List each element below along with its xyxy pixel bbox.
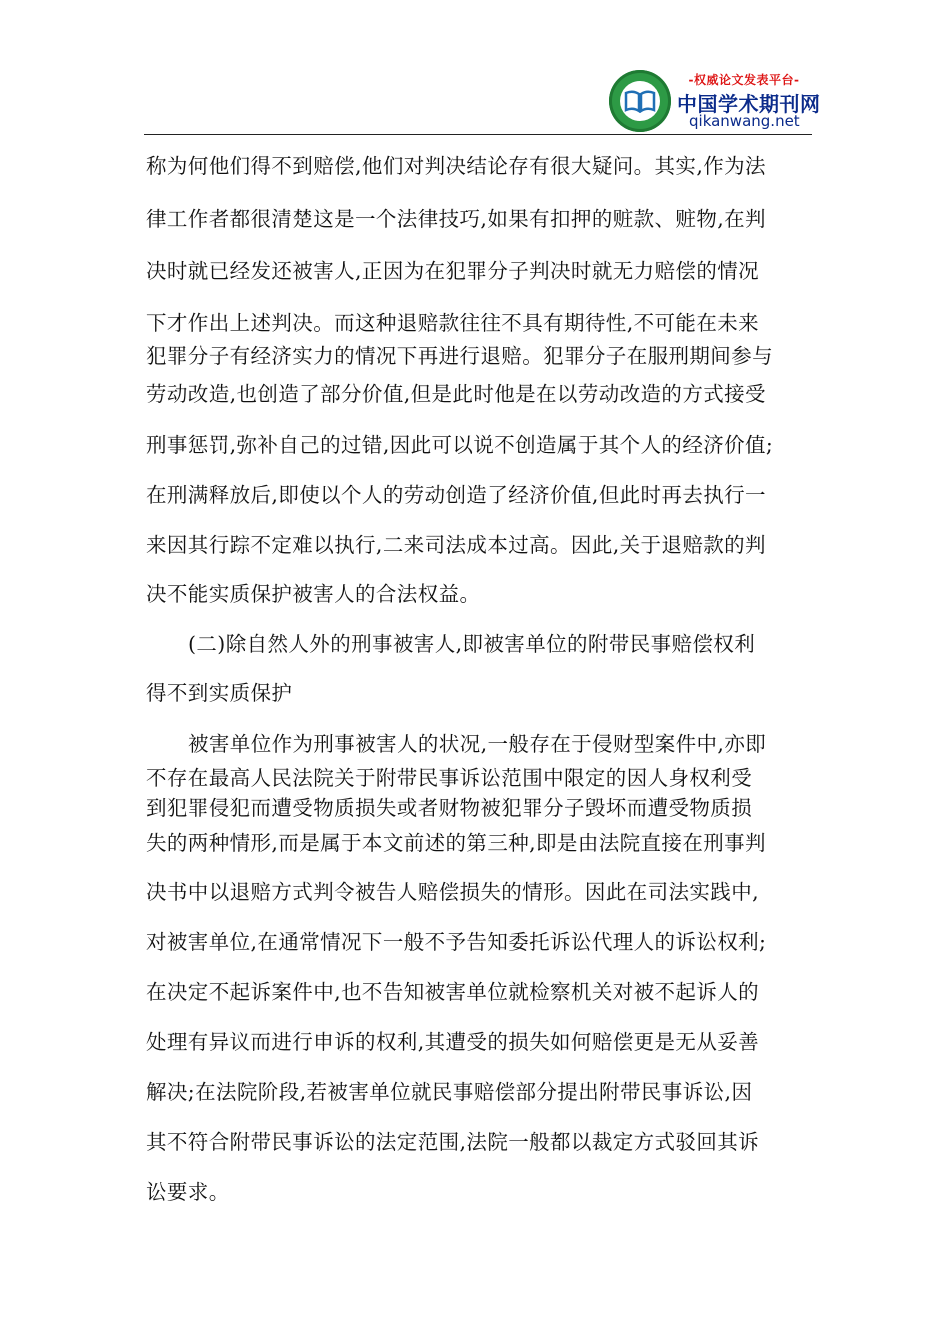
- text-line: 对被害单位,在通常情况下一般不予告知委托诉讼代理人的诉讼权利;: [146, 930, 767, 954]
- text-line: 讼要求。: [146, 1180, 230, 1204]
- text-line: 在刑满释放后,即使以个人的劳动创造了经济价值,但此时再去执行一: [146, 483, 766, 507]
- header-divider: [144, 134, 812, 135]
- qikanwang-logo: [609, 70, 671, 132]
- text-line: 决书中以退赔方式判令被告人赔偿损失的情形。因此在司法实践中,: [146, 880, 760, 904]
- text-line: 劳动改造,也创造了部分价值,但是此时他是在以劳动改造的方式接受: [146, 382, 766, 406]
- text-line: 被害单位作为刑事被害人的状况,一般存在于侵财型案件中,亦即: [188, 732, 767, 756]
- page-header: [0, 0, 950, 135]
- text-line: 失的两种情形,而是属于本文前述的第三种,即是由法院直接在刑事判: [146, 831, 766, 855]
- text-line: 到犯罪侵犯而遭受物质损失或者财物被犯罪分子毁坏而遭受物质损: [146, 796, 753, 820]
- text-line: 决不能实质保护被害人的合法权益。: [146, 582, 481, 606]
- text-line: 犯罪分子有经济实力的情况下再进行退赔。犯罪分子在服刑期间参与: [146, 344, 773, 368]
- text-line: 称为何他们得不到赔偿,他们对判决结论存有很大疑问。其实,作为法: [146, 154, 766, 178]
- text-line: 律工作者都很清楚这是一个法律技巧,如果有扣押的赃款、赃物,在判: [146, 207, 766, 231]
- text-line: 在决定不起诉案件中,也不告知被害单位就检察机关对被不起诉人的: [146, 980, 760, 1004]
- text-line: 其不符合附带民事诉讼的法定范围,法院一般都以裁定方式驳回其诉: [146, 1130, 760, 1154]
- section-heading-line: (二)除自然人外的刑事被害人,即被害单位的附带民事赔偿权利: [188, 632, 756, 656]
- text-line: 处理有异议而进行申诉的权利,其遭受的损失如何赔偿更是无从妥善: [146, 1030, 760, 1054]
- site-brand-name: 中国学术期刊网: [677, 92, 821, 116]
- text-line: 来因其行踪不定难以执行,二来司法成本过高。因此,关于退赔款的判: [146, 533, 766, 557]
- text-line: 不存在最高人民法院关于附带民事诉讼范围中限定的因人身权利受: [146, 766, 753, 790]
- text-line: 刑事惩罚,弥补自己的过错,因此可以说不创造属于其个人的经济价值;: [146, 433, 774, 457]
- text-line: 解决;在法院阶段,若被害单位就民事赔偿部分提出附带民事诉讼,因: [146, 1080, 753, 1104]
- text-line: 决时就已经发还被害人,正因为在犯罪分子判决时就无力赔偿的情况: [146, 259, 760, 283]
- site-brand-url: qikanwang.net: [689, 112, 800, 130]
- section-heading-line: 得不到实质保护: [146, 681, 293, 705]
- open-book-icon: [624, 89, 656, 113]
- text-line: 下才作出上述判决。而这种退赔款往往不具有期待性,不可能在未来: [146, 311, 760, 335]
- site-tagline: -权威论文发表平台-: [688, 73, 800, 87]
